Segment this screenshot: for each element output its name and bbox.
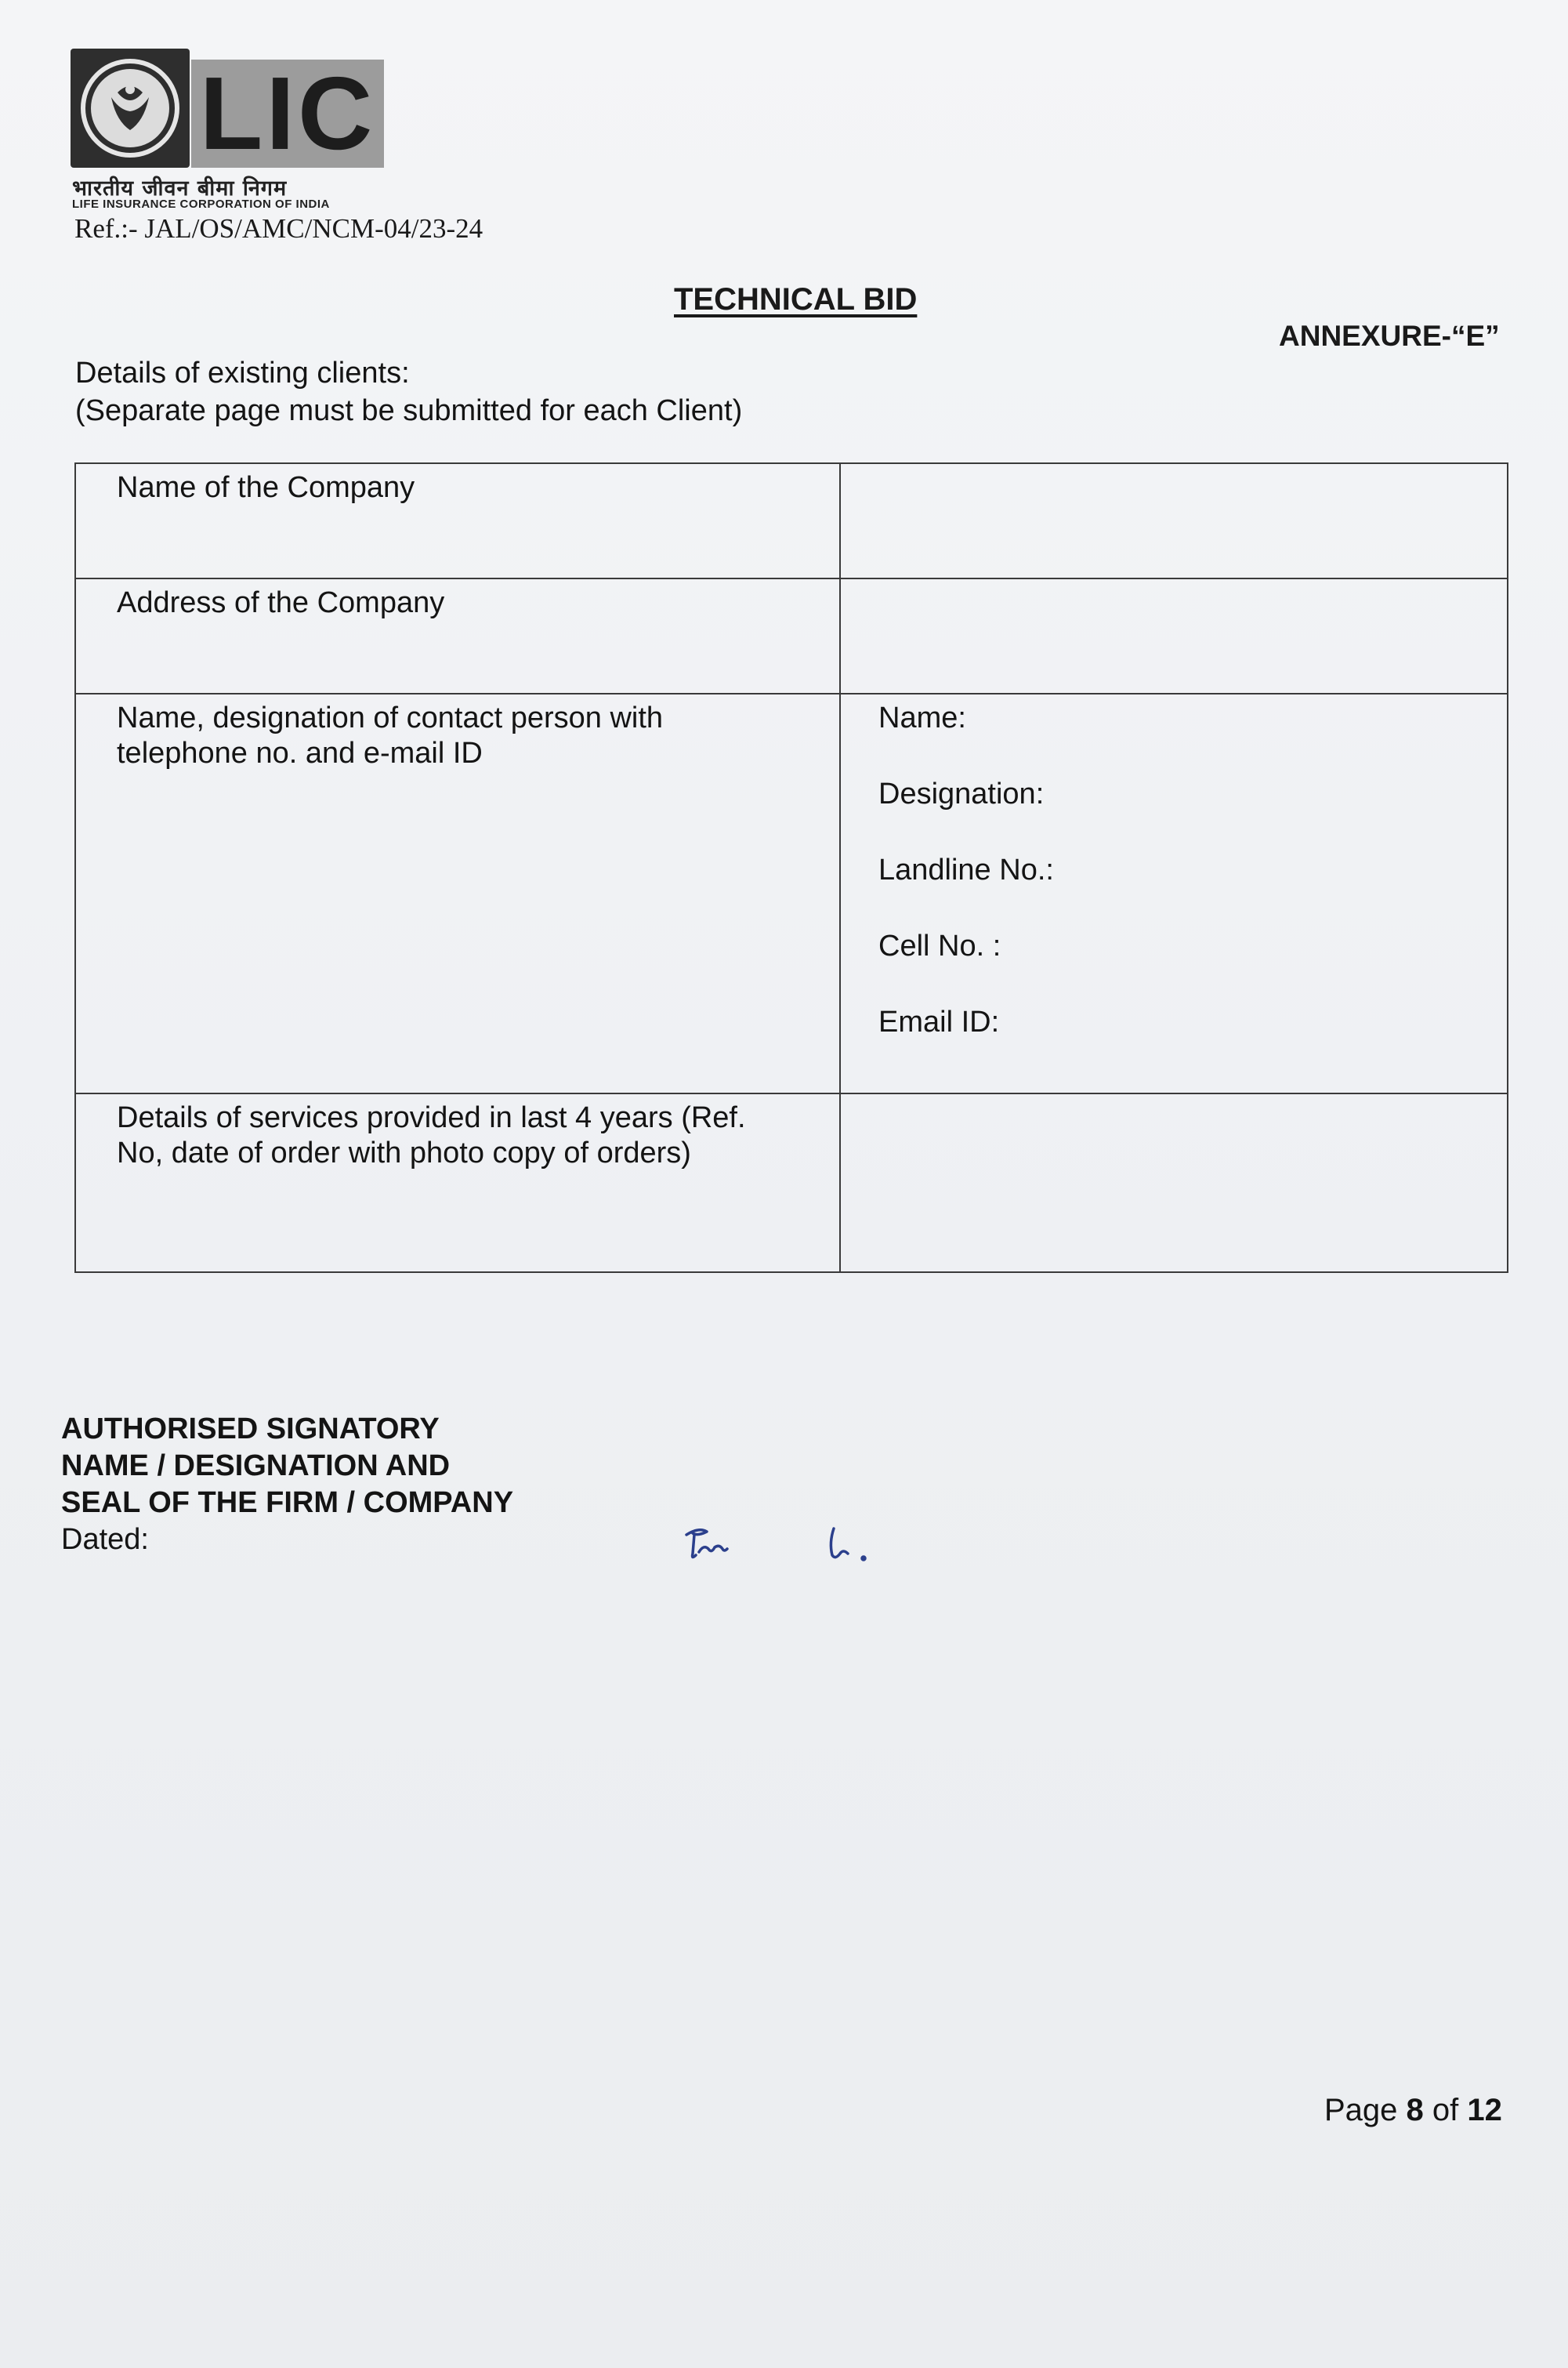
contact-email-label: Email ID: [878, 1006, 1000, 1039]
lic-wordmark: LIC [191, 60, 384, 168]
page-total: 12 [1467, 2093, 1502, 2127]
table-row [75, 578, 1508, 694]
contact-designation-label: Designation: [878, 778, 1045, 810]
dated-label: Dated: [61, 1523, 149, 1556]
contact-cell-label: Cell No. : [878, 930, 1001, 963]
client-details-table [74, 462, 1508, 1273]
signatory-line-2: NAME / DESIGNATION AND [61, 1449, 451, 1482]
lic-emblem-icon [71, 49, 190, 168]
contact-landline-label: Landline No.: [878, 854, 1054, 887]
page-middle: of [1423, 2093, 1468, 2127]
logo-english-text: LIFE INSURANCE CORPORATION OF INDIA [72, 198, 330, 211]
logo-hindi-text: भारतीय जीवन बीमा निगम [72, 176, 288, 201]
intro-line-2: (Separate page must be submitted for each Client) [75, 394, 743, 427]
reference-number: Ref.:- JAL/OS/AMC/NCM-04/23-24 [74, 213, 483, 244]
company-name-field[interactable] [840, 463, 1508, 578]
services-details-label: Details of services provided in last 4 years (Ref. No, date of order with photo copy of orders) [75, 1093, 840, 1272]
intro-text [75, 354, 742, 430]
services-details-field[interactable] [840, 1093, 1508, 1272]
contact-person-label: Name, designation of contact person with telephone no. and e-mail ID [75, 694, 840, 1093]
company-name-label: Name of the Company [75, 463, 840, 578]
lic-logo [71, 49, 384, 171]
signatory-line-1: AUTHORISED SIGNATORY [61, 1412, 440, 1445]
annexure-label: ANNEXURE-“E” [1279, 320, 1500, 352]
contact-name-label: Name: [878, 702, 966, 734]
company-address-label: Address of the Company [75, 578, 840, 694]
handwritten-signature [680, 1524, 892, 1590]
intro-line-1: Details of existing clients: [75, 357, 410, 390]
page-current: 8 [1406, 2093, 1424, 2127]
contact-person-field[interactable] [840, 694, 1508, 1093]
page-prefix: Page [1324, 2093, 1407, 2127]
company-address-field[interactable] [840, 578, 1508, 694]
table-row [75, 1093, 1508, 1272]
page-title: TECHNICAL BID [674, 282, 918, 317]
page-number [1324, 2093, 1502, 2128]
table-row [75, 694, 1508, 1093]
signatory-line-3: SEAL OF THE FIRM / COMPANY [61, 1486, 514, 1519]
signatory-block [61, 1411, 513, 1558]
table-row [75, 463, 1508, 578]
